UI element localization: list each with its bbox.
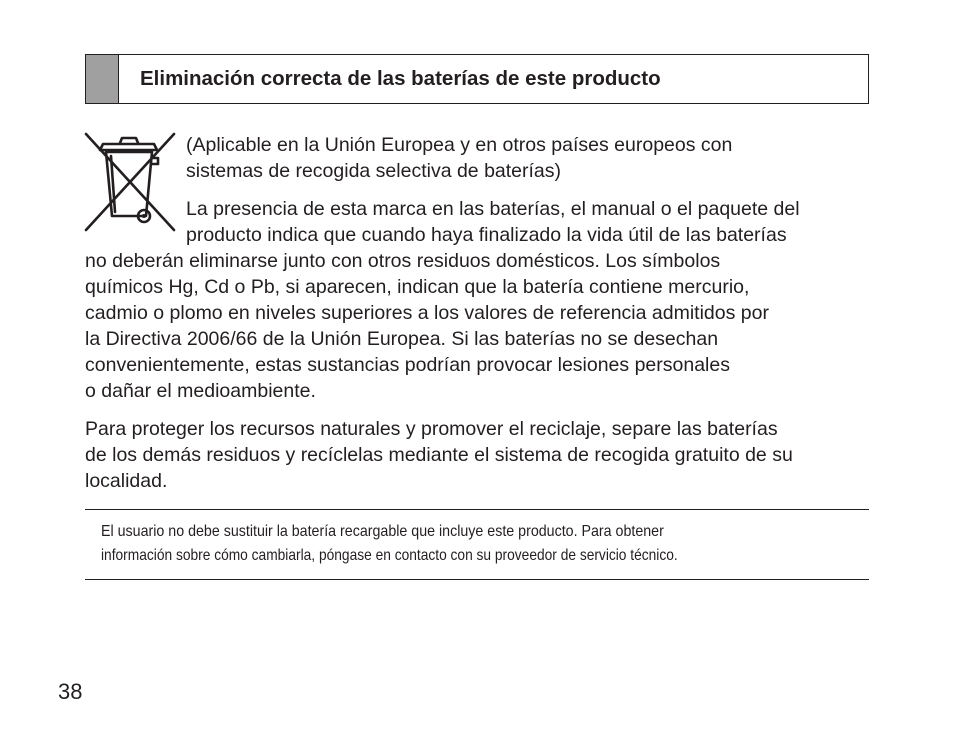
crossed-out-wheelie-bin-icon (84, 132, 176, 232)
body-line: cadmio o plomo en niveles superiores a los valores de referencia admitidos por (85, 302, 769, 324)
body-line: la Directiva 2006/66 de la Unión Europea. Si las baterías no se desechan (85, 328, 719, 350)
body-line: producto indica que cuando haya finalizado la vida útil de las baterías (186, 224, 787, 246)
body-line: de los demás residuos y recíclelas mediante el sistema de recogida gratuito de su (85, 444, 793, 466)
page-number: 38 (58, 679, 83, 704)
header-gray-block (86, 55, 119, 103)
body-line: La presencia de esta marca en las baterías, el manual o el paquete del (186, 198, 800, 220)
section-title: Eliminación correcta de las baterías de este producto (140, 67, 661, 90)
note-top-rule (85, 509, 869, 510)
section-header (85, 54, 869, 104)
note-line: información sobre cómo cambiarla, póngase en contacto con su proveedor de servicio técnico. (101, 547, 678, 564)
body-line: localidad. (85, 470, 168, 492)
note-line: El usuario no debe sustituir la batería recargable que incluye este producto. Para obtener (101, 523, 664, 540)
body-line: químicos Hg, Cd o Pb, si aparecen, indican que la batería contiene mercurio, (85, 276, 750, 298)
intro-line: sistemas de recogida selectiva de baterías) (186, 160, 562, 182)
body-line: convenientemente, estas sustancias podrían provocar lesiones personales (85, 354, 730, 376)
intro-line: (Aplicable en la Unión Europea y en otros países europeos con (186, 134, 733, 156)
body-line: o dañar el medioambiente. (85, 380, 316, 402)
body-line: Para proteger los recursos naturales y promover el reciclaje, separe las baterías (85, 418, 778, 440)
body-line: no deberán eliminarse junto con otros residuos domésticos. Los símbolos (85, 250, 721, 272)
note-bottom-rule (85, 579, 869, 580)
